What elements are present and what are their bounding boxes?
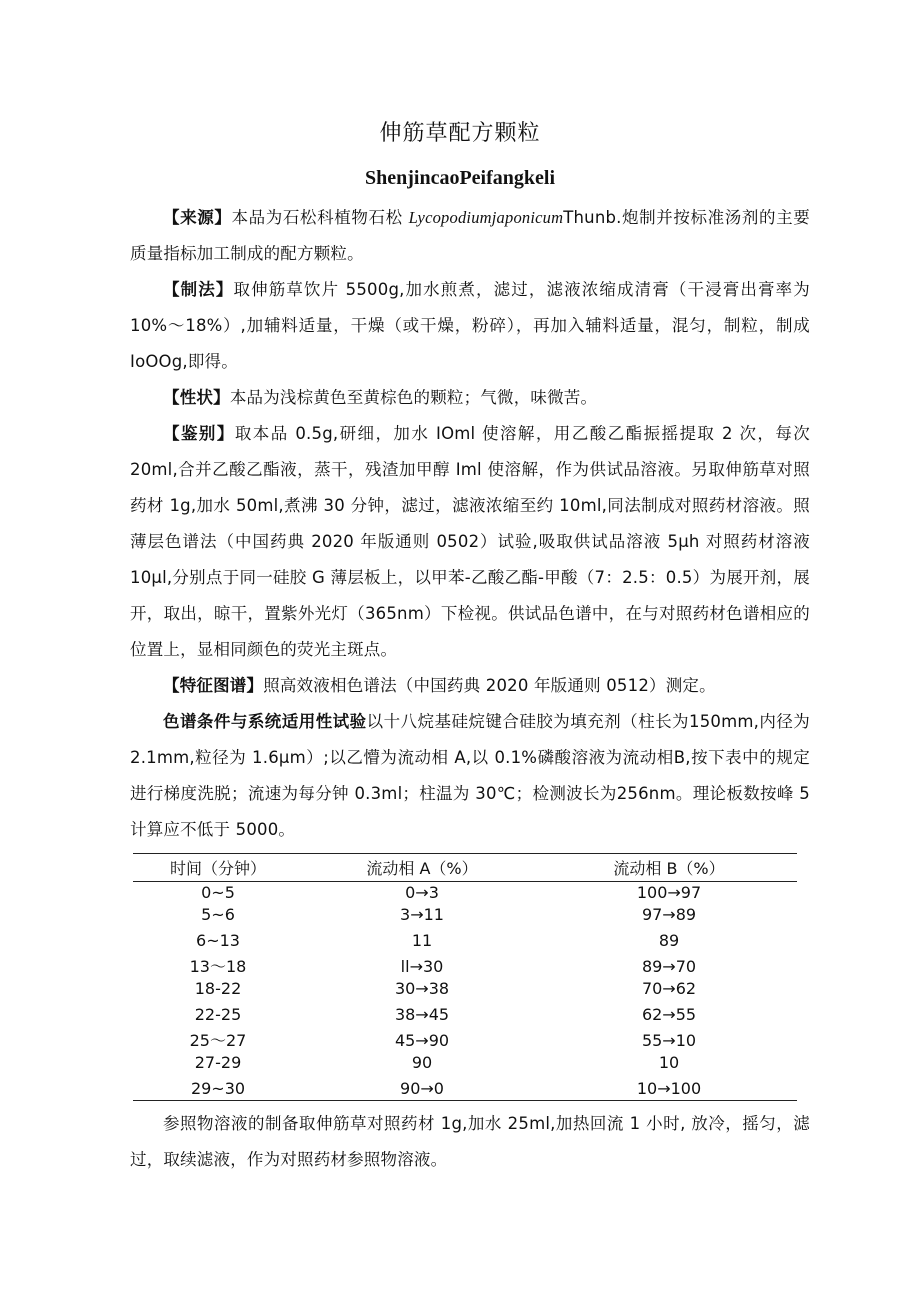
table-cell: 11 (411, 931, 433, 950)
table-row (133, 926, 797, 952)
page-title: 伸筋草配方颗粒 (379, 121, 541, 146)
table-cell: 25～27 (189, 1031, 247, 1050)
section-conditions (130, 704, 810, 848)
source-text-2: Thunb.炮制并按标准汤剂的主要质量指标加工制成的配方颗粒。 (130, 208, 810, 263)
table-cell: 0→3 (405, 883, 439, 902)
table-header-phase-a: 流动相 A（%） (303, 854, 541, 882)
section-reference (130, 1106, 810, 1178)
source-label: 【来源】 (163, 208, 232, 227)
table-cell: 45→90 (394, 1031, 450, 1050)
table-cell: 30→38 (394, 979, 450, 998)
table-cell: 90 (411, 1053, 433, 1072)
table-cell: 18-22 (194, 979, 242, 998)
identification-text: 取本品 0.5g,研细，加水 IOml 使溶解，用乙酸乙酯振摇提取 2 次，每次 20ml,合并乙酸乙酯液，蒸干，残渣加甲醇 Iml 使溶解，作为供试品溶液。另取伸筋草对照药材 1g,加水 50ml,煮沸 30 分钟，滤过，滤液浓缩至约 10ml,同法制成对照药材溶液。照薄层色谱法（中国药典 2020 年版通则 0502）试验,吸取供试品溶液 5μh 对照药材溶液 10μl,分别点于同一硅胶 G 薄层板上，以甲苯-乙酸乙酯-甲酸（7：2.5：0.5）为展开剂，展开，取出，晾干，置紫外光灯（365nm）下检视。供试品色谱中，在与对照药材色谱相应的位置上，显相同颜色的荧光主斑点。 (130, 424, 810, 659)
table-cell: 90→0 (400, 1079, 444, 1098)
source-text-1: 本品为石松科植物石松 (231, 208, 409, 227)
page-subtitle: ShenjincaoPeifangkeli (364, 167, 555, 189)
source-latin-name: Lycopodiumjaponicum (408, 208, 564, 227)
table-cell: 13～18 (189, 957, 247, 976)
table-cell: 62→55 (641, 1005, 697, 1024)
table-row (133, 952, 797, 978)
table-header-row (133, 854, 797, 882)
method-text: 取伸筋草饮片 5500g,加水煎煮，滤过，滤液浓缩成清膏（干浸膏出膏率为 10%～18%）,加辅料适量，干燥（或干燥，粉碎），再加入辅料适量，混匀，制粒，制成 IoOOg,即得。 (130, 280, 810, 371)
conditions-label: 色谱条件与系统适用性试验 (163, 712, 367, 731)
table-cell: 22-25 (194, 1005, 242, 1024)
section-identification (130, 416, 810, 668)
section-method (130, 272, 810, 380)
table-row (133, 1052, 797, 1074)
table-cell: 100→97 (636, 883, 702, 902)
table-row (133, 1026, 797, 1052)
table-cell: 10→100 (636, 1079, 702, 1098)
table-cell: 55→10 (641, 1031, 697, 1050)
section-character (130, 380, 810, 416)
character-label: 【性状】 (163, 388, 230, 407)
table-cell: 6~13 (196, 931, 240, 950)
table-cell: 5~6 (201, 905, 235, 924)
table-cell: 70→62 (641, 979, 697, 998)
table-header-phase-b: 流动相 B（%） (541, 854, 797, 882)
fingerprint-text: 照高效液相色谱法（中国药典 2020 年版通则 0512）测定。 (263, 676, 716, 695)
table-cell: 89→70 (641, 957, 697, 976)
table-cell: 89 (658, 931, 680, 950)
table-row (133, 1000, 797, 1026)
table-cell: 38→45 (394, 1005, 450, 1024)
character-text: 本品为浅棕黄色至黄棕色的颗粒；气微，味微苦。 (229, 388, 598, 407)
table-row (133, 882, 797, 905)
fingerprint-label: 【特征图谱】 (163, 676, 264, 695)
gradient-table (133, 853, 797, 1101)
method-label: 【制法】 (163, 280, 234, 299)
table-cell: 0~5 (201, 883, 235, 902)
table-cell: 3→11 (400, 905, 444, 924)
table-cell: ll→30 (400, 957, 444, 976)
reference-text: 参照物溶液的制备取伸筋草对照药材 1g,加水 25ml,加热回流 1 小时, 放冷，摇匀，滤过，取续滤液，作为对照药材参照物溶液。 (130, 1114, 810, 1169)
table-cell: 27-29 (194, 1053, 242, 1072)
section-fingerprint (130, 668, 810, 704)
table-cell: 10 (658, 1053, 680, 1072)
table-row (133, 1074, 797, 1101)
identification-label: 【鉴别】 (163, 424, 235, 443)
table-cell: 97→89 (641, 905, 697, 924)
table-row (133, 978, 797, 1000)
section-source (130, 200, 810, 272)
table-header-time: 时间（分钟） (133, 854, 303, 882)
table-row (133, 904, 797, 926)
conditions-text: 以十八烷基硅烷键合硅胶为填充剂（柱长为150mm,内径为 2.1mm,粒径为 1.6μm）;以乙懵为流动相 A,以 0.1%磷酸溶液为流动相B,按下表中的规定进行梯度洗脱；流速为每分钟 0.3ml；柱温为 30℃；检测波长为256nm。理论板数按峰 5 计算应不低于 5000。 (130, 712, 811, 839)
table-cell: 29~30 (190, 1079, 246, 1098)
